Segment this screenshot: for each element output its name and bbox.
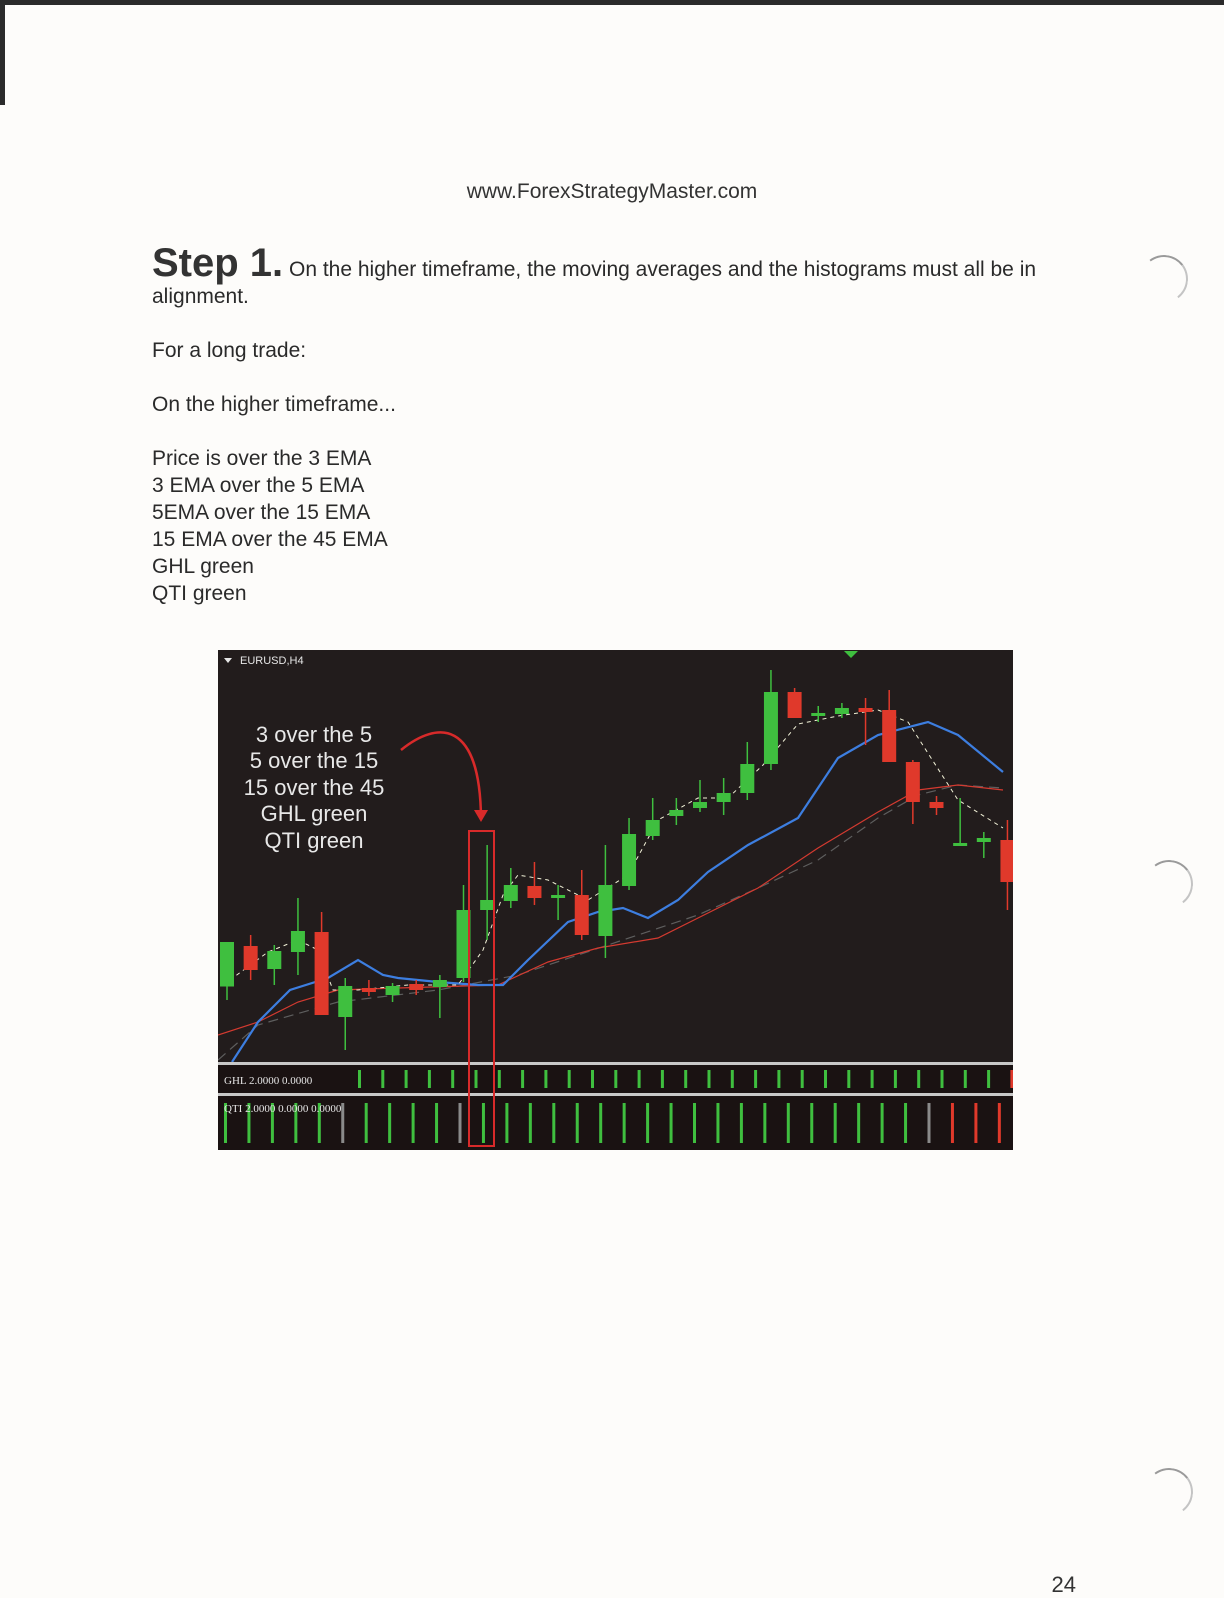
condition-item: 15 EMA over the 45 EMA bbox=[152, 528, 388, 551]
candle-body bbox=[315, 932, 329, 1015]
qti-bar bbox=[552, 1103, 555, 1143]
annotation-line: 3 over the 5 bbox=[255, 722, 373, 747]
punch-hole bbox=[1142, 1465, 1196, 1519]
qti-bar bbox=[482, 1103, 485, 1143]
candle-body bbox=[859, 708, 873, 712]
candle-body bbox=[788, 692, 802, 718]
candle-body bbox=[551, 895, 565, 898]
candle-body bbox=[740, 764, 754, 793]
annotation-line: GHL green bbox=[260, 801, 368, 826]
candle-body bbox=[930, 802, 944, 808]
qti-bar bbox=[998, 1103, 1001, 1143]
candle-body bbox=[598, 885, 612, 936]
step-paragraph bbox=[152, 241, 1072, 310]
qti-bar bbox=[459, 1103, 462, 1143]
candle-body bbox=[362, 988, 376, 992]
condition-item: Price is over the 3 EMA bbox=[152, 447, 372, 470]
higher-timeframe-label: On the higher timeframe... bbox=[152, 393, 396, 416]
qti-bar bbox=[763, 1103, 766, 1143]
qti-bar bbox=[435, 1103, 438, 1143]
candle-body bbox=[504, 885, 518, 901]
candle-body bbox=[575, 895, 589, 935]
candle-body bbox=[764, 692, 778, 764]
ghl-bar bbox=[568, 1070, 571, 1088]
candle-body bbox=[622, 834, 636, 886]
chart-canvas bbox=[218, 650, 1013, 1150]
ghl-bar bbox=[614, 1070, 617, 1088]
ghl-bar bbox=[428, 1070, 431, 1088]
punch-hole bbox=[1137, 252, 1191, 306]
qti-bar bbox=[716, 1103, 719, 1143]
candle-body bbox=[1000, 840, 1013, 882]
candle-body bbox=[669, 810, 683, 816]
qti-bar bbox=[857, 1103, 860, 1143]
candle-body bbox=[693, 802, 707, 808]
annotation-line: 5 over the 15 bbox=[249, 748, 379, 773]
ghl-bar bbox=[381, 1070, 384, 1088]
annotation-line: 15 over the 45 bbox=[243, 775, 385, 800]
candle-body bbox=[717, 793, 731, 802]
long-trade-label: For a long trade: bbox=[152, 339, 307, 362]
candle-body bbox=[409, 984, 423, 990]
step-heading: Step 1. bbox=[152, 241, 284, 285]
ghl-bar bbox=[871, 1070, 874, 1088]
ghl-bar bbox=[1010, 1070, 1013, 1088]
candle-body bbox=[386, 986, 400, 995]
condition-item: 3 EMA over the 5 EMA bbox=[152, 474, 365, 497]
qti-bar bbox=[670, 1103, 673, 1143]
qti-bar bbox=[646, 1103, 649, 1143]
qti-bar bbox=[412, 1103, 415, 1143]
punch-hole bbox=[1142, 857, 1196, 911]
candle-body bbox=[977, 838, 991, 842]
qti-bar bbox=[529, 1103, 532, 1143]
ghl-bar bbox=[801, 1070, 804, 1088]
ghl-bar bbox=[544, 1070, 547, 1088]
candle-body bbox=[267, 951, 281, 969]
ghl-bar bbox=[358, 1070, 361, 1088]
ghl-bar bbox=[847, 1070, 850, 1088]
symbol-label: EURUSD,H4 bbox=[240, 655, 304, 667]
candle-body bbox=[811, 713, 825, 716]
candle-body bbox=[953, 843, 967, 846]
candle-body bbox=[220, 942, 234, 987]
ghl-bar bbox=[475, 1070, 478, 1088]
qti-bar bbox=[388, 1103, 391, 1143]
annotation-line: QTI green bbox=[264, 828, 364, 853]
qti-bar bbox=[951, 1103, 954, 1143]
ghl-bar bbox=[824, 1070, 827, 1088]
qti-bar bbox=[787, 1103, 790, 1143]
qti-bar bbox=[693, 1103, 696, 1143]
qti-bar bbox=[740, 1103, 743, 1143]
candlestick bbox=[788, 688, 802, 718]
ghl-bar bbox=[684, 1070, 687, 1088]
ghl-bar bbox=[964, 1070, 967, 1088]
conditions-list bbox=[152, 445, 1072, 607]
ghl-bar bbox=[941, 1070, 944, 1088]
qti-bar bbox=[365, 1103, 368, 1143]
ghl-bar bbox=[405, 1070, 408, 1088]
ghl-bar bbox=[987, 1070, 990, 1088]
qti-bar bbox=[881, 1103, 884, 1143]
candle-body bbox=[527, 886, 541, 898]
price-chart bbox=[218, 650, 1013, 1150]
ghl-bar bbox=[731, 1070, 734, 1088]
instructions bbox=[152, 241, 1072, 607]
qti-bar bbox=[623, 1103, 626, 1143]
qti-label: QTI 2.0000 0.0000 0.0000 bbox=[224, 1103, 342, 1115]
qti-bar bbox=[341, 1103, 344, 1143]
candle-body bbox=[480, 900, 494, 910]
scan-left-edge bbox=[0, 0, 5, 105]
ghl-label: GHL 2.0000 0.0000 bbox=[224, 1075, 313, 1087]
qti-bar bbox=[810, 1103, 813, 1143]
candle-body bbox=[646, 820, 660, 836]
qti-bar bbox=[928, 1103, 931, 1143]
step-text: On the higher timeframe, the moving averages and the histograms must all be in alignment. bbox=[152, 258, 1037, 308]
condition-item: QTI green bbox=[152, 582, 247, 605]
qti-bar bbox=[834, 1103, 837, 1143]
candle-body bbox=[882, 710, 896, 762]
qti-bar bbox=[576, 1103, 579, 1143]
condition-item: 5EMA over the 15 EMA bbox=[152, 501, 371, 524]
ghl-bar bbox=[521, 1070, 524, 1088]
ghl-bar bbox=[451, 1070, 454, 1088]
ghl-bar bbox=[754, 1070, 757, 1088]
ghl-bar bbox=[777, 1070, 780, 1088]
ghl-bar bbox=[591, 1070, 594, 1088]
ghl-bar bbox=[917, 1070, 920, 1088]
qti-bar bbox=[599, 1103, 602, 1143]
scan-top-edge bbox=[0, 0, 1224, 5]
qti-bar bbox=[505, 1103, 508, 1143]
qti-bar bbox=[904, 1103, 907, 1143]
ghl-bar bbox=[661, 1070, 664, 1088]
page-number: 24 bbox=[1051, 1572, 1076, 1597]
candle-body bbox=[906, 762, 920, 802]
candle-body bbox=[291, 931, 305, 952]
candle-body bbox=[338, 986, 352, 1017]
condition-item: GHL green bbox=[152, 555, 254, 578]
candle-body bbox=[244, 946, 258, 970]
ghl-bar bbox=[894, 1070, 897, 1088]
qti-bar bbox=[974, 1103, 977, 1143]
ghl-bar bbox=[708, 1070, 711, 1088]
candle-body bbox=[433, 980, 447, 987]
ghl-bar bbox=[498, 1070, 501, 1088]
candle-body bbox=[835, 708, 849, 714]
ghl-bar bbox=[638, 1070, 641, 1088]
site-url: www.ForexStrategyMaster.com bbox=[466, 180, 758, 203]
